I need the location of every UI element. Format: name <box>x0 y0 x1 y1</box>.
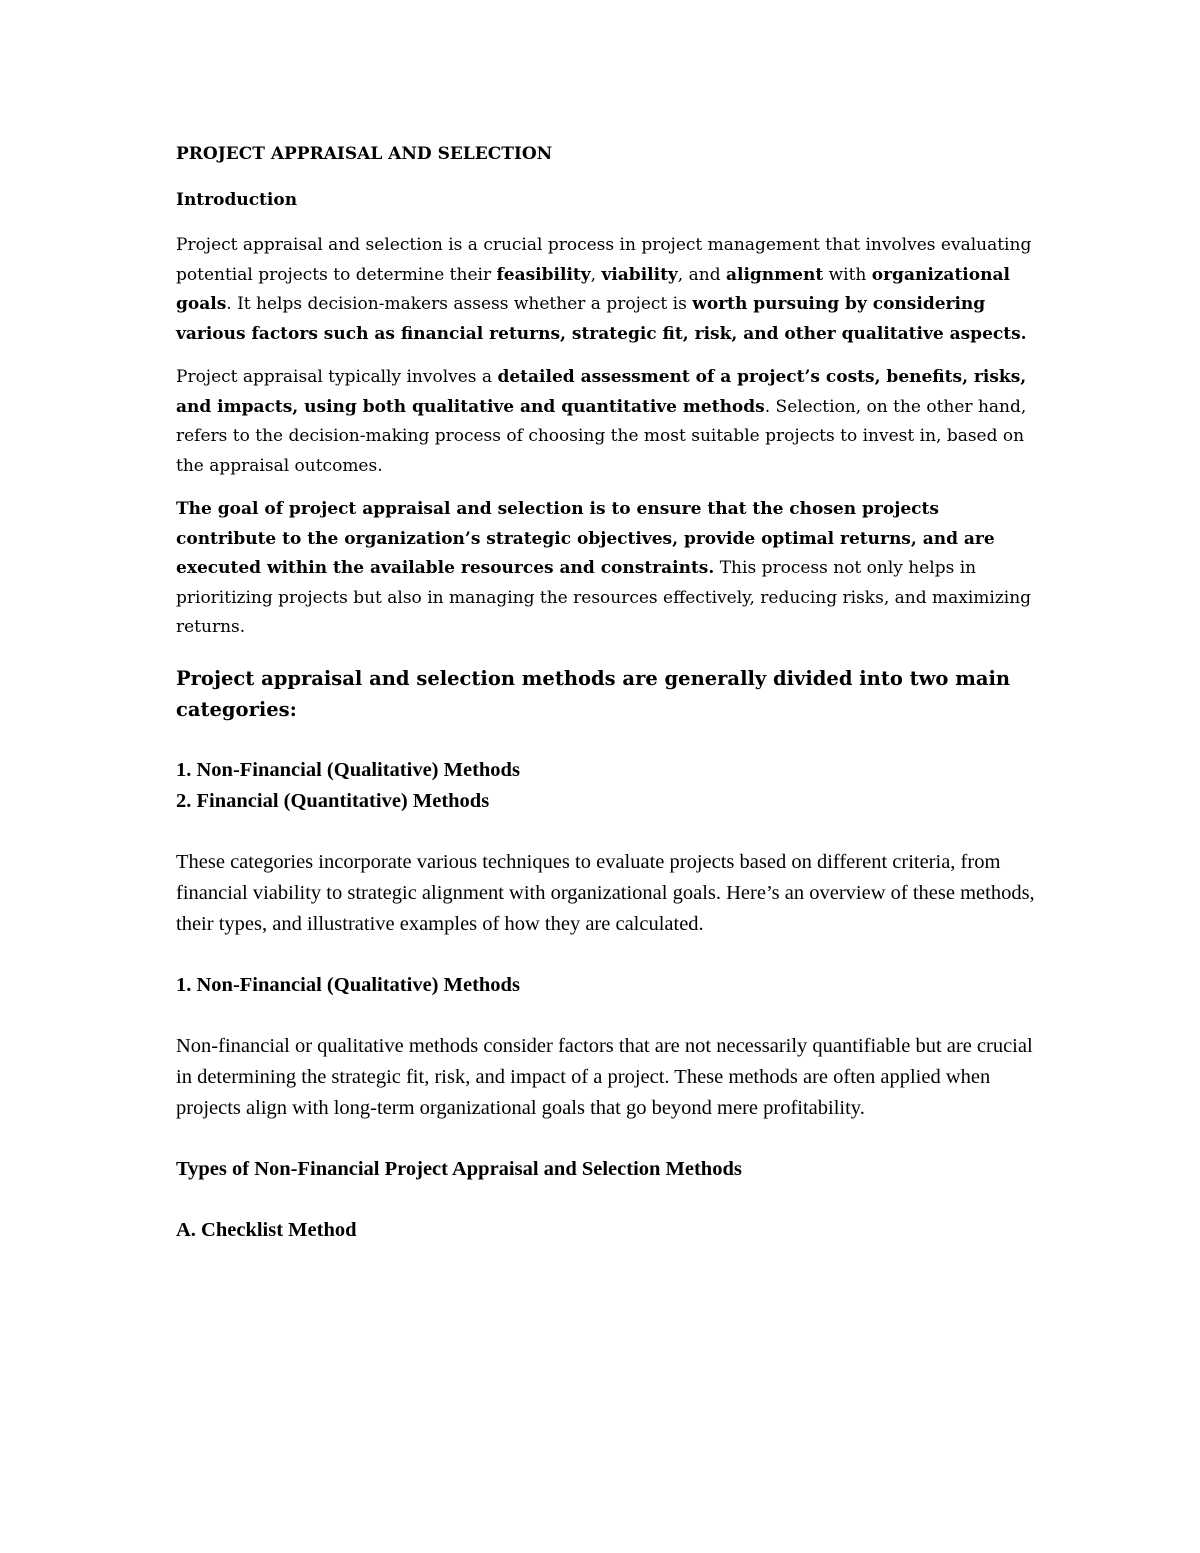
text-run: . Selection, on the other hand, refers to the decision-making process of choosing the most suitable projects to invest in, based on the appraisal outcomes. <box>176 396 1027 476</box>
bold-run: feasibility <box>496 264 591 285</box>
intro-paragraph-1 <box>176 231 1036 349</box>
list-item: 2. Financial (Quantitative) Methods <box>176 789 490 812</box>
text-run: with <box>823 264 872 285</box>
document-page <box>176 140 1036 1276</box>
bold-run: alignment <box>725 264 824 285</box>
bold-run: detailed assessment of a project’s costs, benefits, risks, and impacts, using both qualitative and quantitative methods <box>176 367 1027 417</box>
text-run: This process not only helps in prioritizing projects but also in managing the resources effectively, reducing risks, and maximizing returns. <box>176 558 1032 637</box>
bold-run: The goal of project appraisal and selection is to ensure that the chosen projects contribute to the organization’s strategic objectives, provide optimal returns, and are executed within the available resources and constraints. <box>176 499 995 578</box>
categories-list <box>176 755 1036 817</box>
types-heading: Types of Non-Financial Project Appraisal and Selection Methods <box>176 1157 742 1180</box>
text-run: , <box>590 264 602 285</box>
section-1-heading: 1. Non-Financial (Qualitative) Methods <box>176 973 520 996</box>
text-run: Project appraisal typically involves a <box>176 367 498 387</box>
categories-paragraph: These categories incorporate various techniques to evaluate projects based on different criteria, from financial viability to strategic alignment with organizational goals. Here’s an overview of these methods, their types, and illustrative examples of how they are calculated. <box>176 850 1035 935</box>
intro-paragraph-2 <box>176 363 1036 481</box>
categories-heading: Project appraisal and selection methods are generally divided into two main categories: <box>176 666 1011 721</box>
text-run: , and <box>677 264 726 285</box>
intro-paragraph-3 <box>176 495 1036 643</box>
text-run: . It helps decision-makers assess whether a project is <box>226 294 693 314</box>
bold-run: organizational goals <box>176 264 1010 314</box>
bold-run: worth pursuing by considering various factors such as financial returns, strategic fit, risk, and other qualitative aspects. <box>176 294 1027 344</box>
section-1-paragraph: Non-financial or qualitative methods consider factors that are not necessarily quantifiable but are crucial in determining the strategic fit, risk, and impact of a project. These methods are often applied when projects align with long-term organizational goals that go beyond mere profitability. <box>176 1034 1033 1119</box>
introduction-heading: Introduction <box>176 189 298 210</box>
text-run: Project appraisal and selection is a crucial process in project management that involves evaluating potential projects to determine their <box>176 235 1032 285</box>
bold-run: viability <box>601 264 678 285</box>
list-item: 1. Non-Financial (Qualitative) Methods <box>176 758 520 781</box>
subsection-a-heading: A. Checklist Method <box>176 1218 357 1241</box>
document-title: PROJECT APPRAISAL AND SELECTION <box>176 144 553 164</box>
